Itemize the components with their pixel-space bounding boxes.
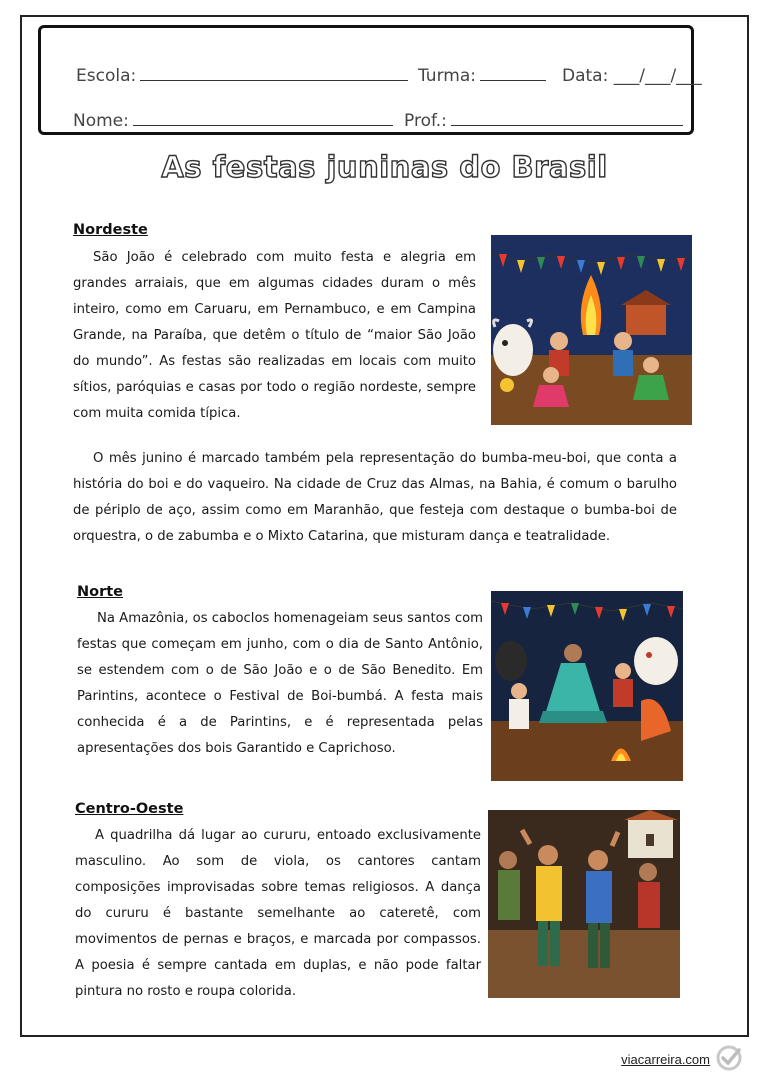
checkmark-logo-icon xyxy=(714,1043,744,1073)
data-label: Data: ___/___/___ xyxy=(562,66,702,86)
turma-label: Turma: xyxy=(418,66,476,86)
turma-line[interactable] xyxy=(480,67,546,81)
heading-nordeste: Nordeste xyxy=(73,222,148,238)
nome-label: Nome: xyxy=(73,111,129,131)
nome-field[interactable] xyxy=(73,111,393,131)
nordeste-paragraph-2: O mês junino é marcado também pela representação do bumba-meu-boi, que conta a história do boi e do vaqueiro. Na cidade de Cruz das Almas, na Bahia, é comum o barulho de périplo de aço, assim como em Maranhão, que festeja com destaque o bumba-boi de orquestra, o de zabumba e o Mixto Catarina, que misturam dança e teatralidade. xyxy=(73,451,677,544)
escola-field[interactable] xyxy=(76,66,408,86)
norte-paragraph-1: Na Amazônia, os caboclos homenageiam seus santos com festas que começam em junho, com o dia de Santo Antônio, se estendem com o de São João e o de São Benedito. Em Parintins, acontece o Festival de Boi-bumbá. A festa mais conhecida é a de Parintins, e é representada pelas apresentações dos bois Garantido e Caprichoso. xyxy=(77,611,483,756)
page-title: As festas juninas do Brasil xyxy=(161,150,608,184)
heading-norte: Norte xyxy=(77,584,124,600)
footer-site-link[interactable]: viacarreira.com xyxy=(621,1052,710,1067)
prof-label: Prof.: xyxy=(404,111,447,131)
centro-oeste-illustration xyxy=(488,810,680,998)
data-field[interactable] xyxy=(562,66,702,86)
escola-line[interactable] xyxy=(140,67,408,81)
norte-illustration xyxy=(491,591,683,781)
prof-field[interactable] xyxy=(404,111,683,131)
centro-oeste-paragraph-1: A quadrilha dá lugar ao cururu, entoado exclusivamente masculino. Ao som de viola, os cantores cantam composições improvisadas sobre temas religiosos. A dança do cururu é bastante semelhante ao cateretê, com movimentos de pernas e braços, e marcada por compassos. A poesia é sempre cantada em duplas, e não pode faltar pintura no rosto e roupa colorida. xyxy=(75,828,481,999)
turma-field[interactable] xyxy=(418,66,546,86)
escola-label: Escola: xyxy=(76,66,137,86)
nordeste-paragraph-1: São João é celebrado com muito festa e alegria em grandes arraiais, que em algumas cidades duram o mês inteiro, como em Caruaru, em Pernambuco, e em Campina Grande, na Paraíba, que detêm o título de “maior São João do mundo”. As festas são realizadas em locais com muito sítios, paróquias e casas por todo o região nordeste, sempre com muita comida típica. xyxy=(73,250,476,421)
nome-line[interactable] xyxy=(133,112,393,126)
prof-line[interactable] xyxy=(451,112,683,126)
nordeste-illustration xyxy=(491,235,692,425)
heading-centro-oeste: Centro-Oeste xyxy=(75,801,184,817)
